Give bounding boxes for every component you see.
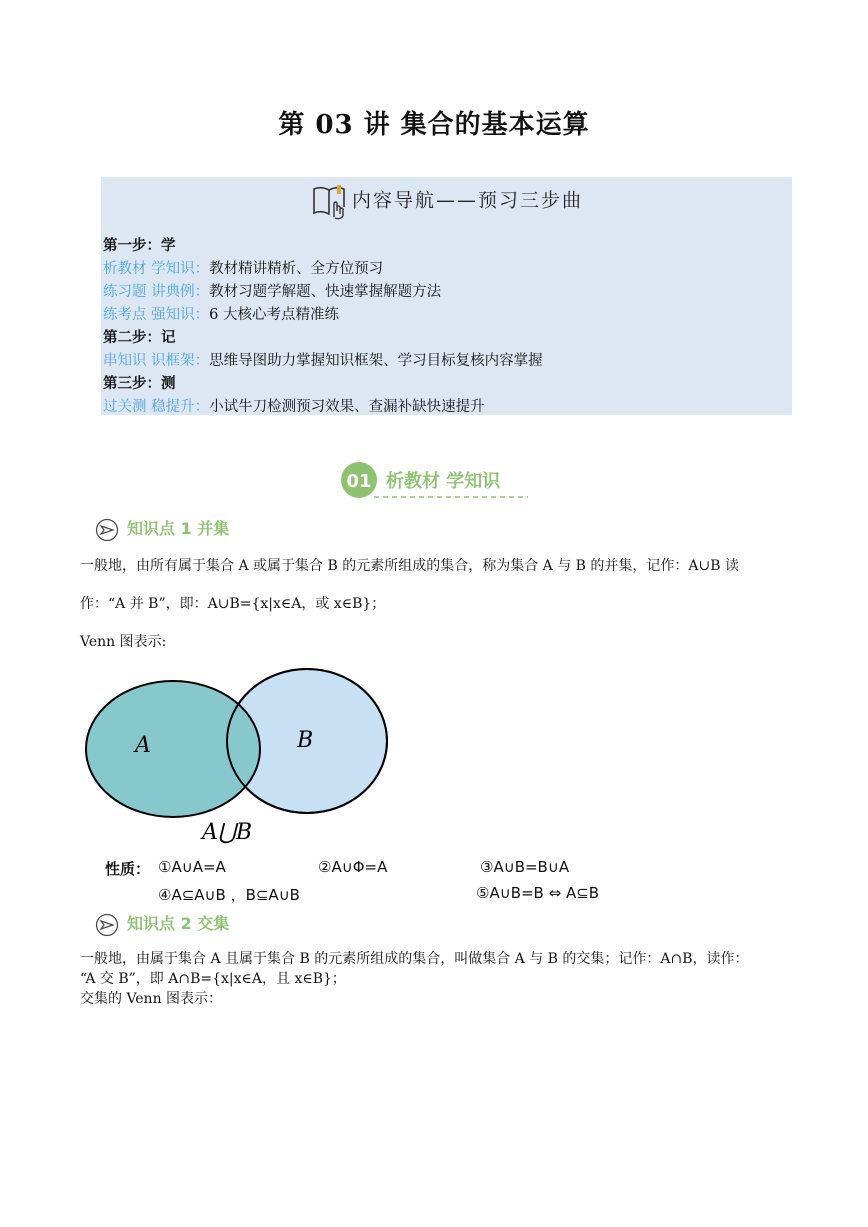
nav-heading	[101, 181, 792, 221]
section-label: 析教材 学知识	[386, 471, 501, 492]
page-title: 第 03 讲 集合的基本运算	[278, 110, 590, 140]
nav-item-learn: 析教材 学知识：教材精讲精析、全方位预习	[103, 261, 384, 277]
nav-item-framework: 串知识 识框架：思维导图助力掌握知识框架、学习目标复核内容掌握	[103, 353, 543, 369]
knowledge-point-1-heading	[95, 516, 229, 542]
nav-step-2: 第二步：记	[103, 330, 176, 346]
nav-item-test: 过关测 稳提升：小试牛刀检测预习效果、查漏补缺快速提升	[103, 399, 485, 415]
book-pointer-icon	[310, 181, 350, 221]
knowledge-point-1-title: 知识点 1 并集	[127, 519, 230, 538]
venn-label-a: A	[135, 733, 151, 758]
section-heading	[340, 462, 530, 506]
nav-item-practice: 练习题 讲典例：教材习题学解题、快速掌握解题方法	[103, 284, 442, 300]
property-5: ⑤A∪B=B ⇔ A⊆B	[476, 884, 600, 902]
venn-caption: A⋃B	[202, 820, 253, 845]
union-venn-diagram	[80, 664, 400, 850]
venn-label-b: B	[297, 728, 314, 753]
nav-step-1: 第一步：学	[103, 238, 176, 254]
knowledge-point-2-title: 知识点 2 交集	[127, 914, 230, 933]
union-definition-line-1: 一般地，由所有属于集合 A 或属于集合 B 的元素所组成的集合，称为集合 A 与 B 的并集，记作：A∪B 读	[80, 558, 739, 574]
properties-label: 性质：	[105, 860, 151, 878]
intersection-definition-line-2: “A 交 B”，即 A∩B={x|x∈A，且 x∈B}；	[80, 971, 346, 987]
intersection-definition-line-1: 一般地，由属于集合 A 且属于集合 B 的元素所组成的集合，叫做集合 A 与 B 的交集；记作：A∩B，读作：	[80, 951, 749, 967]
property-1: ①A∪A=A	[158, 858, 226, 876]
venn-set-a	[86, 681, 260, 817]
section-heading-graphic	[340, 462, 530, 502]
nav-item-exam: 练考点 强知识：6 大核心考点精准练	[103, 307, 339, 323]
property-2: ②A∪Φ=A	[318, 858, 388, 876]
nav-heading-text: 内容导航——预习三步曲	[351, 189, 583, 212]
knowledge-point-2-heading	[95, 911, 229, 937]
venn-intro-text: Venn 图表示:	[80, 634, 167, 650]
content-navigation-box	[101, 177, 792, 415]
property-4: ④A⊆A∪B ，B⊆A∪B	[158, 886, 300, 904]
paper-plane-icon	[95, 518, 119, 542]
paper-plane-icon	[95, 913, 119, 937]
section-number: 01	[346, 471, 372, 492]
intersection-venn-intro: 交集的 Venn 图表示：	[80, 991, 223, 1007]
union-definition-line-2: 作：“A 并 B”，即：A∪B={x|x∈A，或 x∈B}；	[80, 596, 386, 612]
nav-step-3: 第三步：测	[103, 376, 176, 392]
property-3: ③A∪B=B∪A	[480, 858, 570, 876]
